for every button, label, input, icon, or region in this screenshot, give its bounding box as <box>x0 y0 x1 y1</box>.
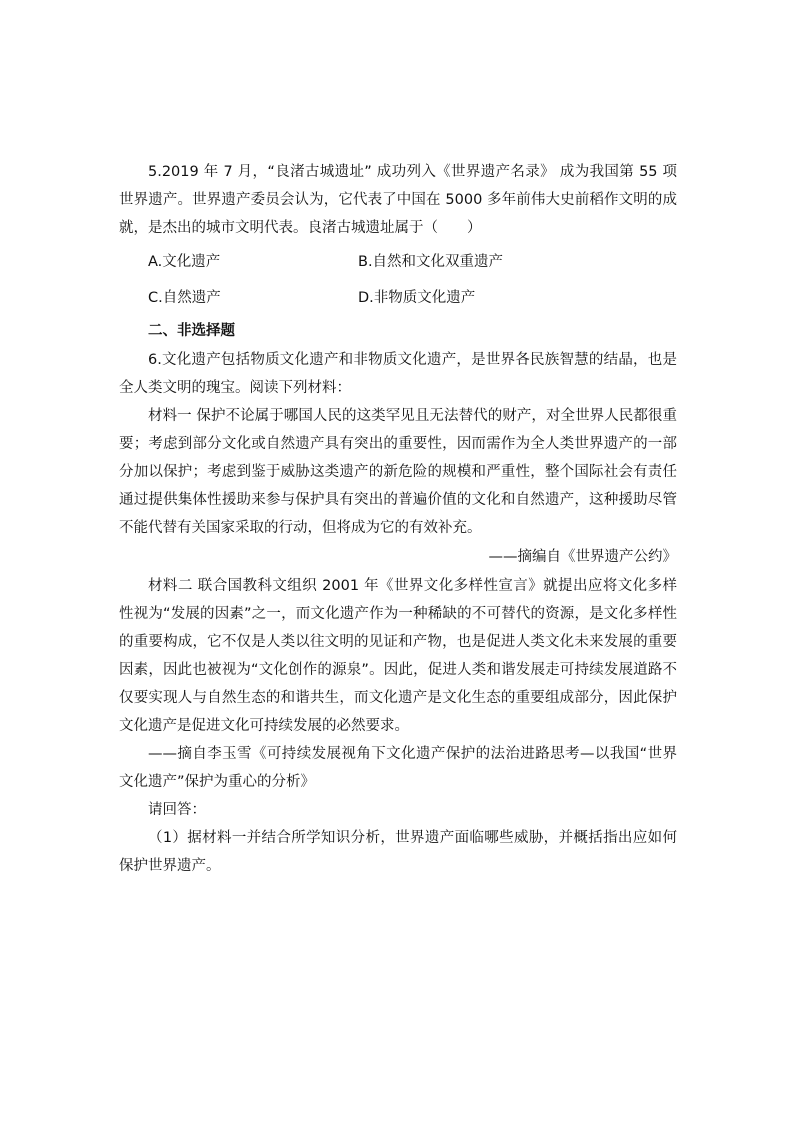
question-5-options-row-2 <box>119 282 677 314</box>
option-d: D.非物质文化遗产 <box>358 290 476 306</box>
question-5-stem: 5.2019 年 7 月，“良渚古城遗址” 成功列入《世界遗产名录》 成为我国第 55 项世界遗产。世界遗产委员会认为，它代表了中国在 5000 多年前伟大史前稻作文明的成就，是杰出的城市文明代表。良渚古城遗址属于（ ） <box>119 164 677 236</box>
answer-prompt: 请回答： <box>148 802 206 818</box>
option-c: C.自然遗产 <box>148 290 221 306</box>
sub-question-1: （1）据材料一并结合所学知识分析，世界遗产面临哪些威胁，并概括指出应如何保护世界遗产。 <box>119 830 677 874</box>
section-heading: 二、非选择题 <box>148 323 235 339</box>
option-a: A.文化遗产 <box>148 254 221 270</box>
material-2-source: ——摘自李玉雪《可持续发展视角下文化遗产保护的法治进路思考—以我国“世界文化遗产”保护为重心的分析》 <box>119 746 677 790</box>
material-1-source: ——摘编自《世界遗产公约》 <box>488 549 677 565</box>
material-1: 材料一 保护不论属于哪国人民的这类罕见且无法替代的财产，对全世界人民都很重要；考虑到部分文化或自然遗产具有突出的重要性，因而需作为全人类世界遗产的一部分加以保护；考虑到鉴于威胁这类遗产的新危险的规模和严重性，整个国际社会有责任通过提供集体性援助来参与保护具有突出的普遍价值的文化和自然遗产，这种援助尽管不能代替有关国家采取的行动，但将成为它的有效补充。 <box>119 408 677 536</box>
option-b: B.自然和文化双重遗产 <box>358 254 504 270</box>
material-2: 材料二 联合国教科文组织 2001 年《世界文化多样性宣言》就提出应将文化多样性视为“发展的因素”之一，而文化遗产作为一种稀缺的不可替代的资源，是文化多样性的重要构成，它不仅是人类以往文明的见证和产物，也是促进人类文化未来发展的重要因素，因此也被视为“文化创作的源泉”。因此，促进人类和谐发展走可持续发展道路不仅要实现人与自然生态的和谐共生，而文化遗产是文化生态的重要组成部分，因此保护文化遗产是促进文化可持续发展的必然要求。 <box>119 578 677 734</box>
document-content <box>119 158 677 880</box>
question-5-options-row-1 <box>119 246 677 278</box>
question-6-stem: 6.文化遗产包括物质文化遗产和非物质文化遗产，是世界各民族智慧的结晶，也是全人类文明的瑰宝。阅读下列材料： <box>119 352 677 396</box>
